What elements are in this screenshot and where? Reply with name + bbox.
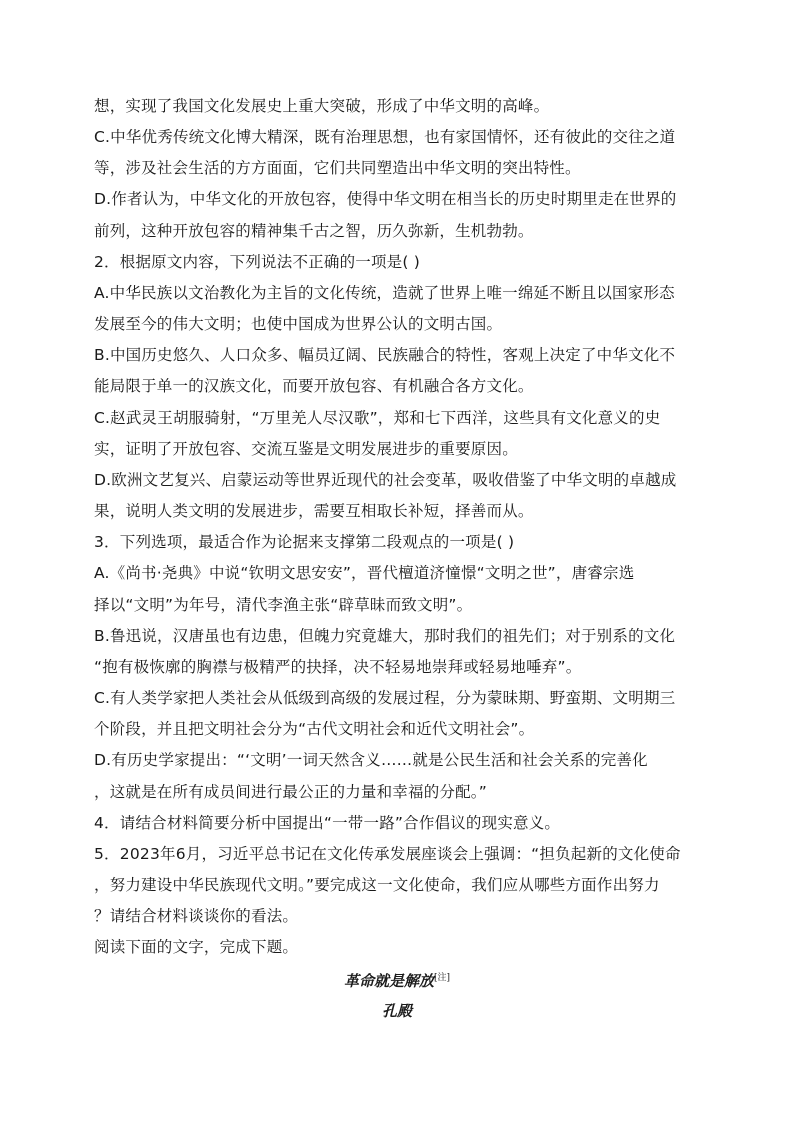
text-line: C.中华优秀传统文化博大精深，既有治理思想，也有家国情怀，还有彼此的交往之道 — [94, 128, 676, 146]
text-line: D.作者认为，中华文化的开放包容，使得中华文明在相当长的历史时期里走在世界的 — [94, 190, 677, 208]
text-line: C.有人类学家把人类社会从低级到高级的发展过程，分为蒙昧期、野蛮期、文明期三 — [94, 689, 676, 707]
article-title-text: 革命就是解放 — [343, 972, 434, 990]
text-line: A.《尚书·尧典》中说“钦明文思安安”，晋代檀道济憧憬“文明之世”，唐睿宗选 — [94, 564, 635, 582]
text-line: B.鲁迅说，汉唐虽也有边患，但魄力究竟雄大，那时我们的祖先们；对于别系的文化 — [94, 627, 676, 645]
text-line: 等，涉及社会生活的方方面面，它们共同塑造出中华文明的突出特性。 — [94, 159, 581, 177]
question-3-stem: 3．下列选项，最适合作为论据来支撑第二段观点的一项是( ) — [94, 533, 515, 551]
text-line: C.赵武灵王胡服骑射，“万里羌人尽汉歌”，郑和七下西洋，这些具有文化意义的史 — [94, 409, 661, 427]
text-line: 个阶段，并且把文明社会分为“古代文明社会和近代文明社会”。 — [94, 720, 535, 738]
text-line: 择以“文明”为年号，清代李渔主张“辟草昧而致文明”。 — [94, 596, 473, 614]
text-line: D.有历史学家提出：“‘文明’一词天然含义……就是公民生活和社会关系的完善化 — [94, 751, 648, 769]
article-title-note: [注] — [433, 973, 451, 983]
article-title — [0, 967, 794, 992]
question-4-stem: 4．请结合材料简要分析中国提出“一带一路”合作倡议的现实意义。 — [94, 814, 561, 832]
text-line: 实，证明了开放包容、交流互鉴是文明发展进步的重要原因。 — [94, 440, 518, 458]
question-5-stem: 5．2023年6月，习近平总书记在文化传承发展座谈会上强调：“担负起新的文化使命 — [94, 845, 681, 863]
text-line: D.欧洲文艺复兴、启蒙运动等世界近现代的社会变革，吸收借鉴了中华文明的卓越成 — [94, 471, 677, 489]
text-line: ？请结合材料谈谈你的看法。 — [94, 907, 299, 925]
text-line: A.中华民族以文治教化为主旨的文化传统，造就了世界上唯一绵延不断且以国家形态 — [94, 284, 675, 302]
text-line: 能局限于单一的汉族文化，而要开放包容、有机融合各方文化。 — [94, 377, 534, 395]
text-line: 发展至今的伟大文明；也使中国成为世界公认的文明古国。 — [94, 315, 503, 333]
text-line: 想，实现了我国文化发展史上重大突破，形成了中华文明的高峰。 — [94, 97, 550, 115]
text-line: ，努力建设中华民族现代文明。”要完成这一文化使命，我们应从哪些方面作出努力 — [94, 876, 660, 894]
article-author: 孔殿 — [381, 1002, 412, 1020]
text-line: “抱有极恢廓的胸襟与极精严的抉择，决不轻易地崇拜或轻易地唾弃”。 — [94, 658, 582, 676]
reading-instruction: 阅读下面的文字，完成下题。 — [94, 938, 299, 956]
text-line: ，这就是在所有成员间进行最公正的力量和幸福的分配。” — [94, 783, 487, 801]
question-2-stem: 2．根据原文内容，下列说法不正确的一项是( ) — [94, 253, 420, 271]
text-line: B.中国历史悠久、人口众多、幅员辽阔、民族融合的特性，客观上决定了中华文化不 — [94, 346, 676, 364]
text-line: 前列，这种开放包容的精神集千古之智，历久弥新，生机勃勃。 — [94, 222, 534, 240]
text-line: 果，说明人类文明的发展进步，需要互相取长补短，择善而从。 — [94, 502, 534, 520]
